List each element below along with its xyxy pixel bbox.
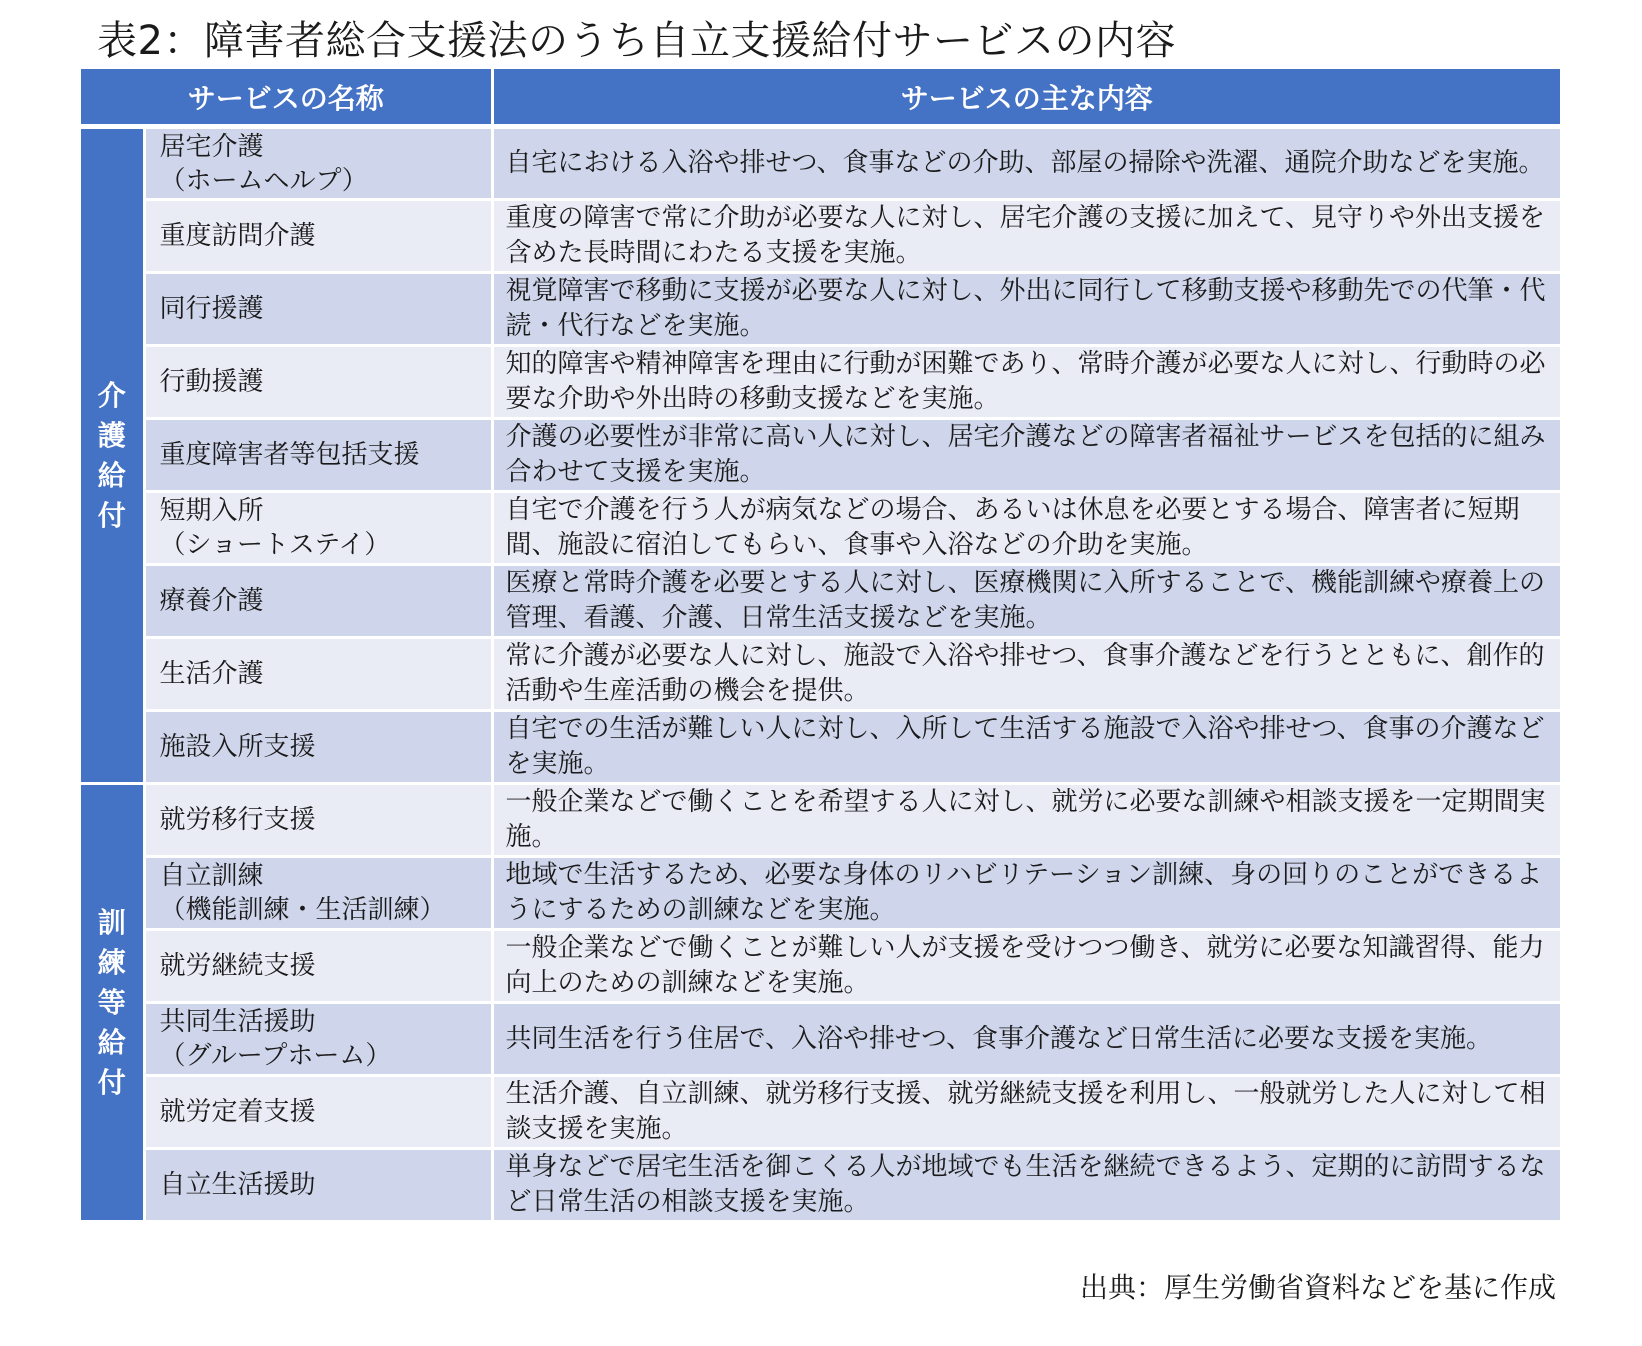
service-description: 単身などで居宅生活を御こくる人が地域でも生活を継続できるよう、定期的に訪問するなど日常生活の相談支援を実施。 (492, 1149, 1560, 1222)
table-row (81, 711, 1560, 784)
service-description: 常に介護が必要な人に対し、施設で入浴や排せつ、食事介護などを行うとともに、創作的活動や生産活動の機会を提供。 (492, 638, 1560, 711)
column-header-description: サービスの主な内容 (492, 69, 1560, 127)
service-description: 知的障害や精神障害を理由に行動が困難であり、常時介護が必要な人に対し、行動時の必要な介助や外出時の移動支援などを実施。 (492, 346, 1560, 419)
table-row (81, 127, 1560, 200)
table-row (81, 1149, 1560, 1222)
category-label-text: 訓練等給付 (97, 905, 126, 1099)
service-description: 医療と常時介護を必要とする人に対し、医療機関に入所することで、機能訓練や療養上の管理、看護、介護、日常生活支援などを実施。 (492, 565, 1560, 638)
service-name: 共同生活援助 （グループホーム） (144, 1003, 492, 1076)
table-row (81, 930, 1560, 1003)
service-description: 自宅で介護を行う人が病気などの場合、あるいは休息を必要とする場合、障害者に短期間、施設に宿泊してもらい、食事や入浴などの介助を実施。 (492, 492, 1560, 565)
category-label (81, 784, 144, 1222)
service-description: 一般企業などで働くことが難しい人が支援を受けつつ働き、就労に必要な知識習得、能力向上のための訓練などを実施。 (492, 930, 1560, 1003)
service-description: 視覚障害で移動に支援が必要な人に対し、外出に同行して移動支援や移動先での代筆・代読・代行などを実施。 (492, 273, 1560, 346)
service-description: 一般企業などで働くことを希望する人に対し、就労に必要な訓練や相談支援を一定期間実施。 (492, 784, 1560, 857)
table-row (81, 200, 1560, 273)
service-description: 生活介護、自立訓練、就労移行支援、就労継続支援を利用し、一般就労した人に対して相談支援を実施。 (492, 1076, 1560, 1149)
category-label (81, 127, 144, 784)
service-description: 介護の必要性が非常に高い人に対し、居宅介護などの障害者福祉サービスを包括的に組み合わせて支援を実施。 (492, 419, 1560, 492)
service-name: 居宅介護 （ホームヘルプ） (144, 127, 492, 200)
category-label-text: 介護給付 (97, 378, 126, 532)
services-table (81, 69, 1560, 1223)
table-row (81, 638, 1560, 711)
source-note: 出典：厚生労働省資料などを基に作成 (1079, 1271, 1556, 1304)
column-header-name: サービスの名称 (81, 69, 492, 127)
service-name: 生活介護 (144, 638, 492, 711)
service-name: 療養介護 (144, 565, 492, 638)
table-row (81, 419, 1560, 492)
service-name: 自立訓練 （機能訓練・生活訓練） (144, 857, 492, 930)
service-description: 自宅における入浴や排せつ、食事などの介助、部屋の掃除や洗濯、通院介助などを実施。 (492, 127, 1560, 200)
service-name: 自立生活援助 (144, 1149, 492, 1222)
page-title: 表2：障害者総合支援法のうち自立支援給付サービスの内容 (97, 18, 1176, 64)
table-row (81, 1003, 1560, 1076)
service-name: 就労定着支援 (144, 1076, 492, 1149)
table-row (81, 565, 1560, 638)
service-description: 共同生活を行う住居で、入浴や排せつ、食事介護など日常生活に必要な支援を実施。 (492, 1003, 1560, 1076)
service-name: 同行援護 (144, 273, 492, 346)
table-row (81, 273, 1560, 346)
service-name: 就労移行支援 (144, 784, 492, 857)
table-body (81, 127, 1560, 1222)
service-name: 重度障害者等包括支援 (144, 419, 492, 492)
service-description: 地域で生活するため、必要な身体のリハビリテーション訓練、身の回りのことができるようにするための訓練などを実施。 (492, 857, 1560, 930)
table-row (81, 1076, 1560, 1149)
table-row (81, 346, 1560, 419)
table-header-row (81, 69, 1560, 127)
service-name: 行動援護 (144, 346, 492, 419)
table-row (81, 784, 1560, 857)
service-name: 重度訪問介護 (144, 200, 492, 273)
service-description: 自宅での生活が難しい人に対し、入所して生活する施設で入浴や排せつ、食事の介護などを実施。 (492, 711, 1560, 784)
table-row (81, 492, 1560, 565)
service-name: 短期入所 （ショートステイ） (144, 492, 492, 565)
table-row (81, 857, 1560, 930)
service-description: 重度の障害で常に介助が必要な人に対し、居宅介護の支援に加えて、見守りや外出支援を含めた長時間にわたる支援を実施。 (492, 200, 1560, 273)
service-name: 就労継続支援 (144, 930, 492, 1003)
service-name: 施設入所支援 (144, 711, 492, 784)
